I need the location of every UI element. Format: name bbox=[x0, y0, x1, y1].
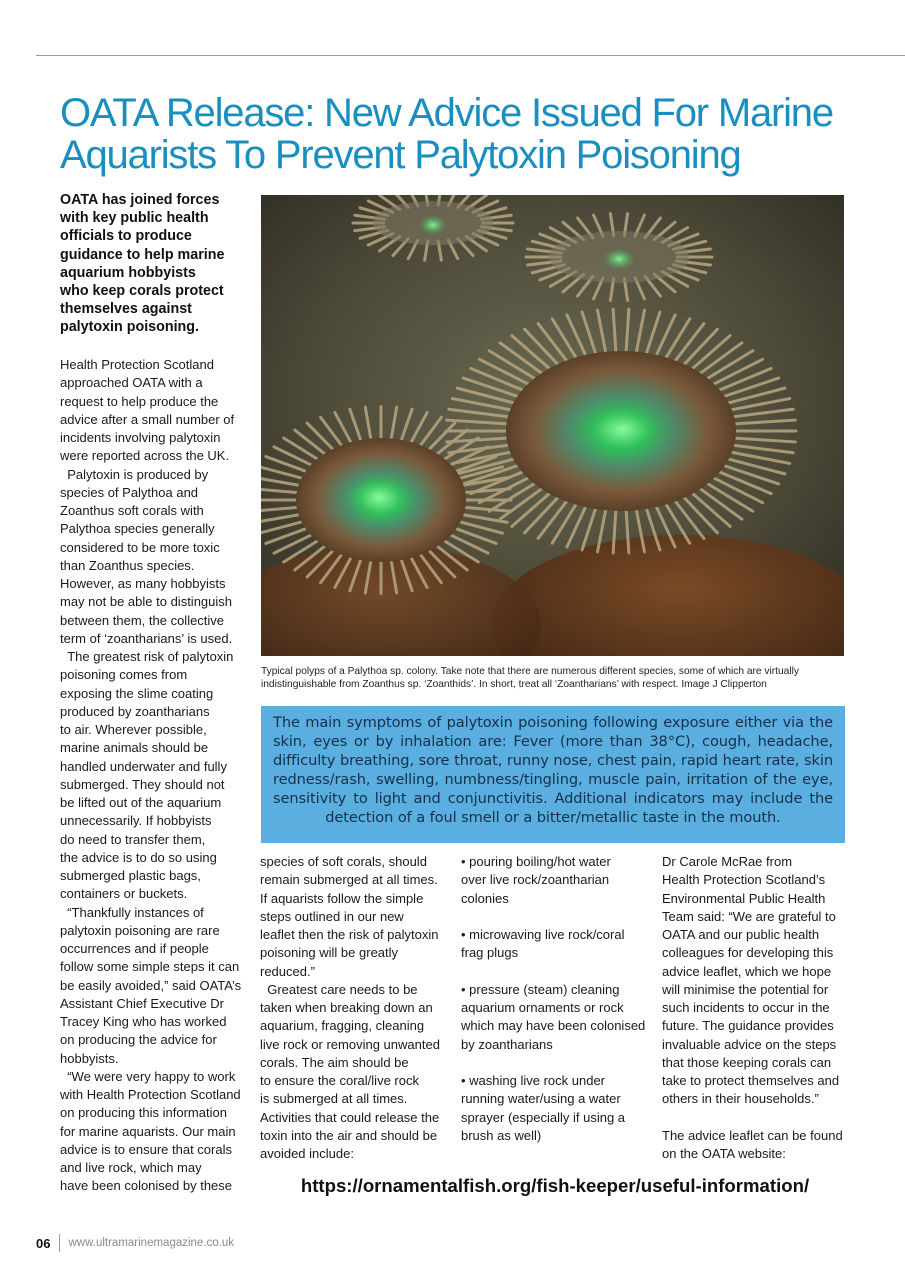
column1-line: “We were very happy to work bbox=[60, 1068, 236, 1084]
column1-line: submerged. They should not bbox=[60, 776, 225, 792]
column3-line: which may have been colonised bbox=[461, 1018, 646, 1034]
column1-line: Health Protection Scotland bbox=[60, 357, 214, 372]
column4-line: colleagues for developing this bbox=[662, 945, 834, 961]
column1-line: advice after a small number of bbox=[60, 411, 235, 427]
column1-line: with Health Protection Scotland bbox=[60, 1087, 241, 1102]
column2-line: taken when breaking down an bbox=[260, 1000, 433, 1015]
headline bbox=[60, 92, 860, 176]
column1-line: the advice is to do so using bbox=[60, 849, 217, 865]
column1-line: “Thankfully instances of bbox=[60, 904, 204, 920]
column1-line: The greatest risk of palytoxin bbox=[60, 649, 234, 664]
column2-line: is submerged at all times. bbox=[260, 1091, 408, 1107]
column1-line: do need to transfer them, bbox=[60, 831, 206, 847]
column2-line: If aquarists follow the simple bbox=[260, 890, 424, 906]
column4-line: take to protect themselves and bbox=[662, 1073, 840, 1088]
column1-line: submerged plastic bags, bbox=[60, 868, 201, 883]
column1-line: may not be able to distinguish bbox=[60, 594, 232, 610]
standfirst-line: officials to produce bbox=[60, 228, 192, 245]
column4-line: Health Protection Scotland’s bbox=[662, 872, 826, 888]
column1-line: palytoxin poisoning are rare bbox=[60, 922, 220, 938]
standfirst-line: with key public health bbox=[60, 210, 209, 227]
column3-line bbox=[461, 908, 651, 926]
column1-line: species of Palythoa and bbox=[60, 484, 199, 500]
column1-line: unnecessarily. If hobbyists bbox=[60, 813, 212, 829]
column1-line: between them, the collective bbox=[60, 612, 225, 628]
column2-line: steps outlined in our new bbox=[260, 908, 404, 924]
page-number: 06 bbox=[36, 1235, 51, 1251]
column2-line: to ensure the coral/live rock bbox=[260, 1073, 419, 1088]
headline-line-1: OATA Release: New Advice Issued For Marine bbox=[60, 91, 833, 135]
column1-line: than Zoanthus species. bbox=[60, 557, 195, 573]
column3-line: brush as well) bbox=[461, 1127, 542, 1143]
column1-line: exposing the slime coating bbox=[60, 685, 214, 701]
coral-photo bbox=[261, 195, 844, 656]
column2-line: Activities that could release the bbox=[260, 1109, 440, 1125]
column2-line: reduced.” bbox=[260, 963, 315, 979]
column1-line: occurrences and if people bbox=[60, 941, 209, 956]
column1-line: term of ‘zoantharians’ is used. bbox=[60, 630, 233, 646]
column4-line: others in their households.” bbox=[662, 1091, 819, 1107]
column1-line: approached OATA with a bbox=[60, 375, 203, 391]
column1-line: for marine aquarists. Our main bbox=[60, 1123, 236, 1139]
body-column-4 bbox=[662, 853, 852, 1163]
column2-line: live rock or removing unwanted bbox=[260, 1036, 440, 1052]
column1-line: Palytoxin is produced by bbox=[60, 466, 209, 482]
column3-line bbox=[461, 1054, 651, 1072]
standfirst-line: aquarium hobbyists bbox=[60, 264, 196, 281]
column1-line: incidents involving palytoxin bbox=[60, 430, 221, 445]
column1-line: poisoning comes from bbox=[60, 667, 188, 683]
column1-line: be easily avoided,” said OATA’s bbox=[60, 977, 242, 993]
callout-line: sensitivity to light and conjunctivitis. Additional indicators may include the bbox=[273, 789, 833, 807]
column1-line: Tracey King who has worked bbox=[60, 1014, 227, 1029]
column3-line: aquarium ornaments or rock bbox=[461, 1000, 624, 1015]
top-rule bbox=[36, 55, 905, 56]
callout-line: difficulty breathing, sore throat, runny nose, chest pain, rapid heart rate, skin bbox=[273, 751, 833, 769]
body-column-1 bbox=[60, 356, 245, 1196]
callout-line: skin, eyes or by inhalation are: Fever (more than 38°C), cough, headache, bbox=[273, 732, 833, 750]
column4-line: Team said: “We are grateful to bbox=[662, 908, 836, 924]
column3-line: sprayer (especially if using a bbox=[461, 1109, 626, 1125]
column3-line: colonies bbox=[461, 890, 509, 906]
column3-line: by zoantharians bbox=[461, 1036, 553, 1052]
standfirst-line: guidance to help marine bbox=[60, 246, 225, 263]
body-column-2 bbox=[260, 853, 450, 1163]
headline-line-2: Aquarists To Prevent Palytoxin Poisoning bbox=[60, 133, 741, 177]
column4-line: Dr Carole McRae from bbox=[662, 854, 793, 869]
column2-line: species of soft corals, should bbox=[260, 854, 427, 869]
photo-caption bbox=[261, 666, 851, 691]
column4-line: invaluable advice on the steps bbox=[662, 1036, 837, 1052]
caption-line-1: Typical polyps of a Palythoa sp. colony. Take note that there are numerous different species, some of which are virtually bbox=[261, 666, 799, 677]
column2-line: remain submerged at all times. bbox=[260, 872, 438, 888]
column1-line: Assistant Chief Executive Dr bbox=[60, 995, 225, 1011]
column3-line: • pouring boiling/hot water bbox=[461, 854, 611, 869]
symptoms-callout bbox=[261, 706, 845, 843]
column2-line: aquarium, fragging, cleaning bbox=[260, 1018, 425, 1034]
standfirst-line: OATA has joined forces bbox=[60, 192, 220, 208]
column1-line: Palythoa species generally bbox=[60, 521, 215, 537]
callout-line: detection of a foul smell or a bitter/metallic taste in the mouth. bbox=[325, 808, 781, 826]
column4-line: such incidents to occur in the bbox=[662, 1000, 830, 1015]
column2-line: corals. The aim should be bbox=[260, 1054, 409, 1070]
body-column-3 bbox=[461, 853, 651, 1145]
column3-line: • pressure (steam) cleaning bbox=[461, 981, 620, 997]
column1-line: handled underwater and fully bbox=[60, 758, 227, 774]
caption-line-2: indistinguishable from Zoanthus sp. ‘Zoanthids’. In short, treat all ‘Zoantharians’ with respect. Image J Clipperton bbox=[261, 678, 767, 690]
oata-website-link[interactable]: https://ornamentalfish.org/fish-keeper/useful-information/ bbox=[300, 1175, 810, 1196]
column1-line: However, as many hobbyists bbox=[60, 576, 226, 591]
column1-line: have been colonised by these bbox=[60, 1178, 233, 1194]
column3-line: over live rock/zoantharian bbox=[461, 872, 610, 888]
footer bbox=[36, 1234, 234, 1252]
column4-line: future. The guidance provides bbox=[662, 1018, 834, 1034]
column4-line: Environmental Public Health bbox=[662, 890, 826, 906]
column1-line: containers or buckets. bbox=[60, 886, 188, 902]
column2-line: leaflet then the risk of palytoxin bbox=[260, 927, 439, 942]
column4-line: will minimise the potential for bbox=[662, 981, 829, 997]
callout-line: redness/rash, swelling, numbness/tingling, muscle pain, irritation of the eye, bbox=[273, 770, 833, 788]
column1-line: on producing this information bbox=[60, 1105, 227, 1121]
column4-line bbox=[662, 1109, 852, 1127]
column1-line: follow some simple steps it can bbox=[60, 959, 240, 975]
column4-line: The advice leaflet can be found bbox=[662, 1127, 843, 1143]
column1-line: be lifted out of the aquarium bbox=[60, 795, 222, 810]
column1-line: hobbyists. bbox=[60, 1050, 119, 1066]
column4-line: advice leaflet, which we hope bbox=[662, 963, 832, 979]
column2-line: poisoning will be greatly bbox=[260, 945, 399, 961]
column1-line: Zoanthus soft corals with bbox=[60, 503, 204, 518]
column1-line: were reported across the UK. bbox=[60, 448, 230, 464]
standfirst-line: palytoxin poisoning. bbox=[60, 319, 199, 336]
standfirst bbox=[60, 191, 240, 337]
column3-line: • washing live rock under bbox=[461, 1073, 606, 1088]
column4-line: on the OATA website: bbox=[662, 1146, 786, 1161]
zoanthid-polyps-image bbox=[261, 195, 844, 656]
column1-line: and live rock, which may bbox=[60, 1160, 202, 1175]
column2-line: Greatest care needs to be bbox=[260, 981, 418, 997]
column4-line: that those keeping corals can bbox=[662, 1054, 832, 1070]
column1-line: to air. Wherever possible, bbox=[60, 722, 207, 737]
column2-line: toxin into the air and should be bbox=[260, 1127, 438, 1143]
callout-line: The main symptoms of palytoxin poisoning following exposure either via the bbox=[273, 714, 833, 731]
column1-line: considered to be more toxic bbox=[60, 539, 220, 555]
footer-website[interactable]: www.ultramarinemagazine.co.uk bbox=[68, 1237, 235, 1249]
column1-line: produced by zoantharians bbox=[60, 703, 210, 719]
column4-line: OATA and our public health bbox=[662, 927, 820, 942]
column1-line: request to help produce the bbox=[60, 393, 219, 409]
standfirst-line: who keep corals protect bbox=[60, 283, 224, 300]
footer-divider bbox=[59, 1234, 60, 1252]
column2-line: avoided include: bbox=[260, 1146, 354, 1161]
column1-line: on producing the advice for bbox=[60, 1032, 217, 1048]
column1-line: advice is to ensure that corals bbox=[60, 1141, 232, 1157]
column3-line bbox=[461, 963, 651, 981]
column3-line: • microwaving live rock/coral bbox=[461, 927, 625, 942]
column3-line: running water/using a water bbox=[461, 1091, 621, 1107]
column3-line: frag plugs bbox=[461, 945, 519, 961]
column1-line: marine animals should be bbox=[60, 740, 209, 756]
standfirst-line: themselves against bbox=[60, 301, 192, 318]
